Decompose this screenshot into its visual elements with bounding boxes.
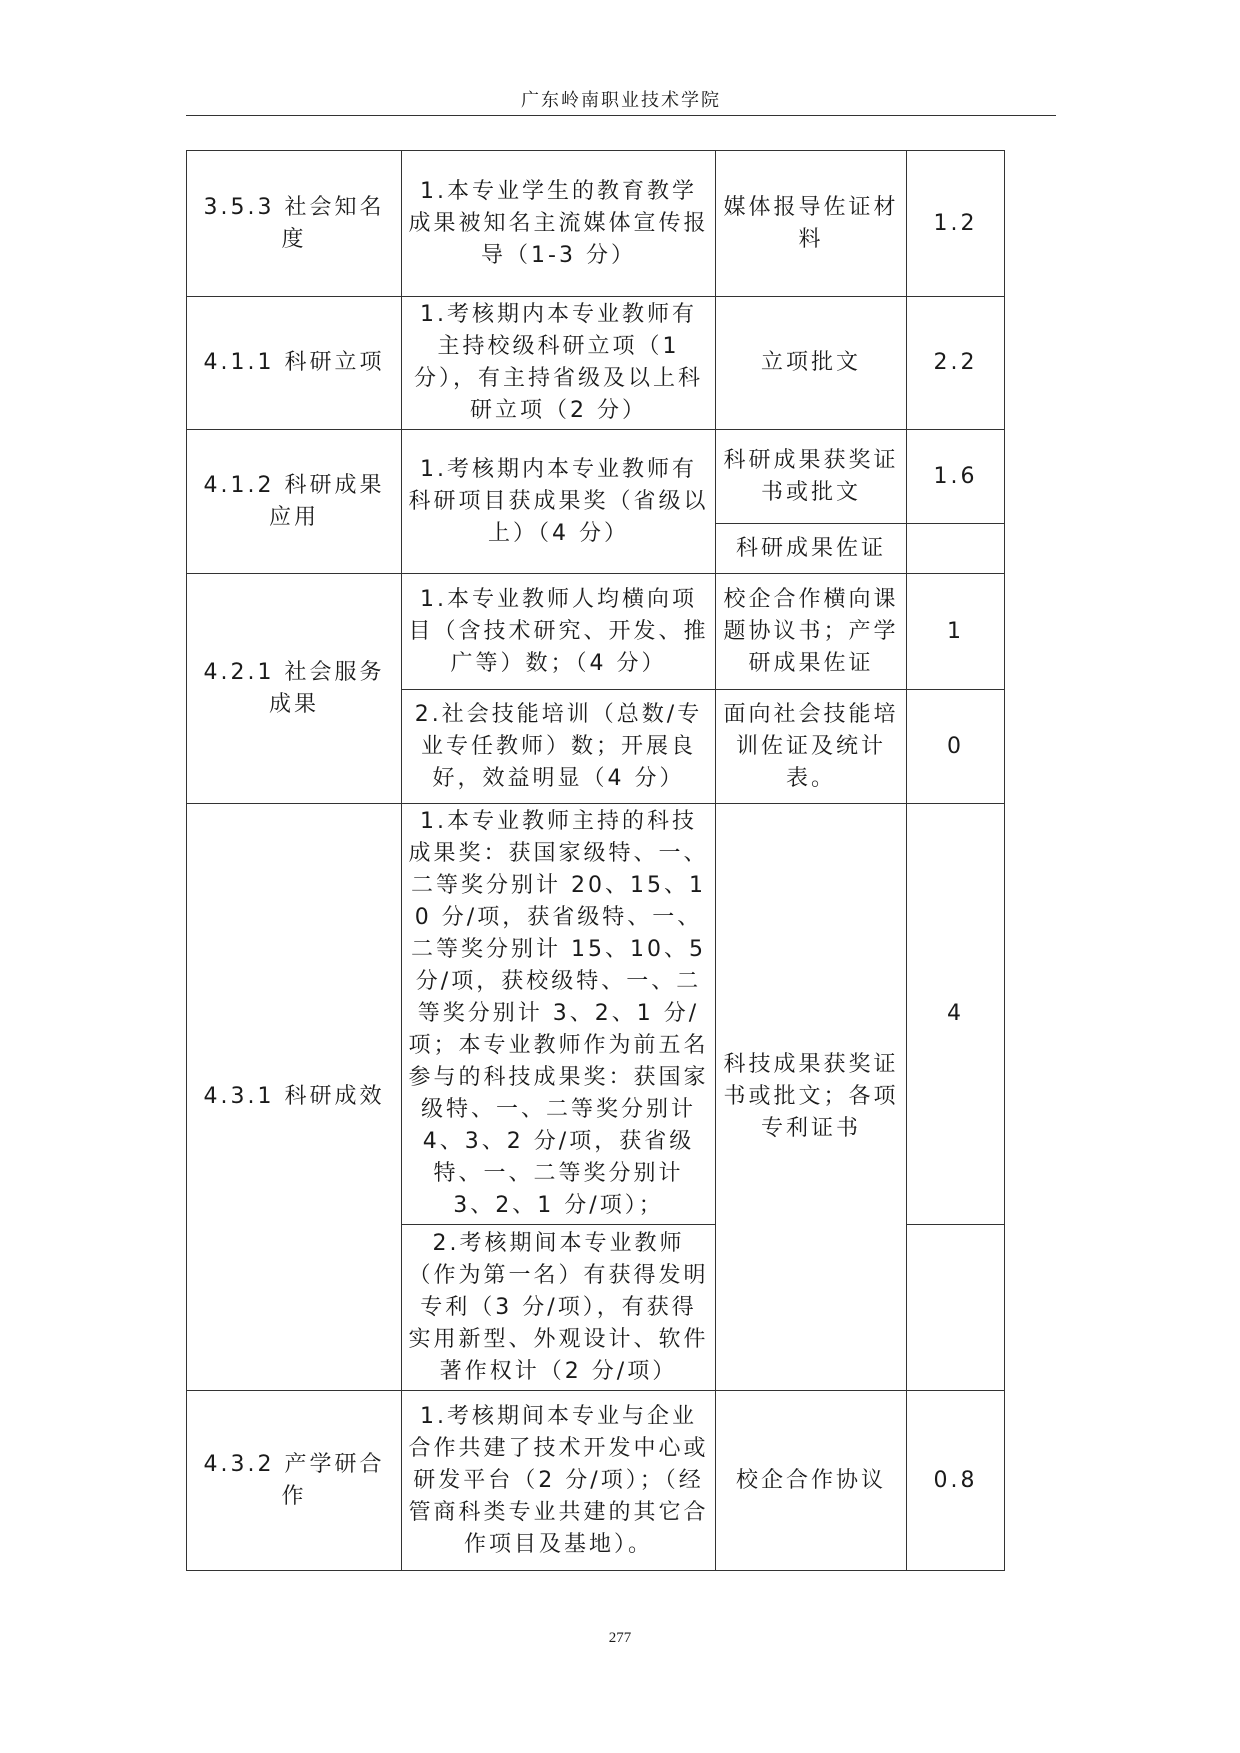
evidence-cell: 科技成果获奖证书或批文；各项专利证书: [716, 804, 907, 1391]
score-cell: 1.2: [907, 151, 1005, 297]
criterion-cell: 1.考核期间本专业与企业合作共建了技术开发中心或研发平台（2 分/项）；（经管商科类专业共建的其它合作项目及基地）。: [402, 1391, 716, 1571]
score-cell: [907, 524, 1005, 574]
criterion-cell: 2.考核期间本专业教师（作为第一名）有获得发明专利（3 分/项），有获得实用新型、外观设计、软件著作权计（2 分/项）: [402, 1225, 716, 1391]
indicator-cell: 4.1.1 科研立项: [187, 297, 402, 430]
score-cell: 0.8: [907, 1391, 1005, 1571]
indicator-cell: 4.3.2 产学研合作: [187, 1391, 402, 1571]
table-row: [187, 1391, 1005, 1571]
evidence-cell: 校企合作协议: [716, 1391, 907, 1571]
evidence-cell: 媒体报导佐证材料: [716, 151, 907, 297]
table-row: [187, 151, 1005, 297]
page-number: 277: [608, 1630, 632, 1646]
score-cell: 4: [907, 804, 1005, 1225]
criterion-cell: 1.本专业教师人均横向项目（含技术研究、开发、推广等）数；（4 分）: [402, 574, 716, 690]
header-rule: [186, 115, 1056, 116]
criterion-cell: 1.考核期内本专业教师有科研项目获成果奖（省级以上）（4 分）: [402, 430, 716, 574]
criterion-cell: 2.社会技能培训（总数/专业专任教师）数；开展良好，效益明显（4 分）: [402, 690, 716, 804]
score-cell: 1: [907, 574, 1005, 690]
table-row: [187, 430, 1005, 524]
table-row: [187, 804, 1005, 1225]
document-header-title: 广东岭南职业技术学院: [521, 90, 721, 111]
indicator-cell: 4.1.2 科研成果应用: [187, 430, 402, 574]
score-cell: 1.6: [907, 430, 1005, 524]
score-cell: 0: [907, 690, 1005, 804]
criterion-cell: 1.本专业学生的教育教学成果被知名主流媒体宣传报导（1-3 分）: [402, 151, 716, 297]
criterion-cell: 1.本专业教师主持的科技成果奖：获国家级特、一、二等奖分别计 20、15、10 分/项，获省级特、一、二等奖分别计 15、10、5 分/项，获校级特、一、二等奖分别计 3、2、1 分/项；本专业教师作为前五名参与的科技成果奖：获国家级特、一、二等奖分别计 4、3、2 分/项，获省级特、一、二等奖分别计 3、2、1 分/项）；: [402, 804, 716, 1225]
criterion-cell: 1.考核期内本专业教师有主持校级科研立项（1 分），有主持省级及以上科研立项（2 分）: [402, 297, 716, 430]
score-cell: 2.2: [907, 297, 1005, 430]
evidence-cell: 立项批文: [716, 297, 907, 430]
evidence-cell: 科研成果佐证: [716, 524, 907, 574]
indicator-cell: 3.5.3 社会知名度: [187, 151, 402, 297]
evidence-cell: 校企合作横向课题协议书；产学研成果佐证: [716, 574, 907, 690]
score-cell: [907, 1225, 1005, 1391]
table-row: [187, 574, 1005, 690]
indicator-cell: 4.2.1 社会服务成果: [187, 574, 402, 804]
evidence-cell: 面向社会技能培训佐证及统计表。: [716, 690, 907, 804]
indicator-cell: 4.3.1 科研成效: [187, 804, 402, 1391]
evidence-cell: 科研成果获奖证书或批文: [716, 430, 907, 524]
assessment-table: [186, 150, 1005, 1571]
table-row: [187, 297, 1005, 430]
